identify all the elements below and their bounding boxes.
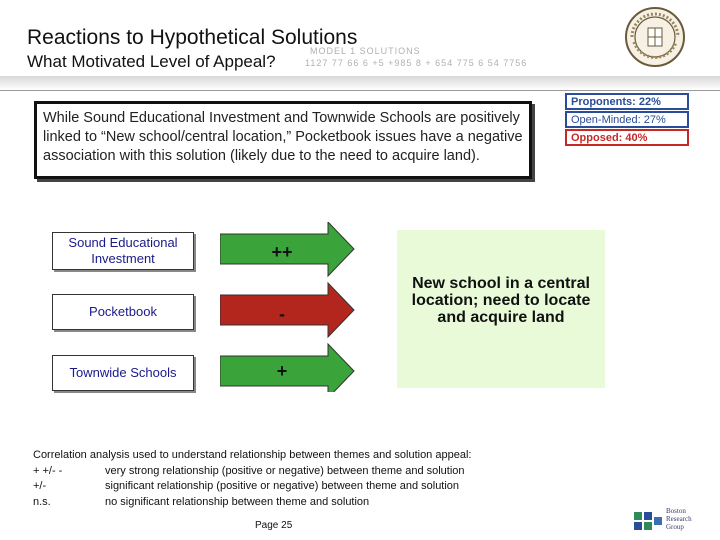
legend-proponents: Proponents: 22% <box>565 93 689 110</box>
notes-row <box>33 464 533 480</box>
page-number: Page 25 <box>255 520 293 531</box>
notes-desc: no significant relationship between theme and solution <box>105 495 370 508</box>
svg-text:-: - <box>279 304 285 324</box>
correlation-notes <box>33 448 533 510</box>
arrow-pocketbook <box>220 283 354 337</box>
notes-row <box>33 479 533 495</box>
page-subtitle: What Motivated Level of Appeal? <box>27 52 276 71</box>
legend-open-minded: Open-Minded: 27% <box>565 111 689 128</box>
ghost-watermark-line-2: 1127 77 66 6 +5 +985 8 + 654 775 6 54 7756 <box>305 58 528 68</box>
notes-intro: Correlation analysis used to understand relationship between themes and solution appeal: <box>33 449 472 461</box>
svg-text:++: ++ <box>271 242 293 262</box>
notes-desc: very strong relationship (positive or negative) between theme and solution <box>105 464 465 477</box>
header-band <box>0 76 720 90</box>
solution-box <box>397 230 605 388</box>
brand-name: Boston Research Group <box>666 507 692 531</box>
notes-key: +/- <box>33 480 47 492</box>
arrow-sound-educational-investment <box>220 222 354 276</box>
notes-key: n.s. <box>33 495 51 508</box>
theme-sound-educational-investment: Sound Educational Investment <box>52 232 194 270</box>
town-seal-icon <box>624 6 686 68</box>
notes-row <box>33 495 533 511</box>
arrow-townwide-schools <box>220 344 354 392</box>
ghost-watermark-line-1: MODEL 1 SOLUTIONS <box>310 46 421 56</box>
legend-opposed: Opposed: 40% <box>565 129 689 146</box>
notes-desc: significant relationship (positive or negative) between theme and solution <box>105 480 460 492</box>
header-divider <box>0 90 720 91</box>
theme-townwide-schools: Townwide Schools <box>52 355 194 391</box>
notes-key: + +/- - <box>33 464 63 477</box>
solution-label: New school in a central location; need to locate and acquire land <box>411 275 591 326</box>
svg-text:+: + <box>276 361 288 381</box>
summary-callout: While Sound Educational Investment and Townwide Schools are positively linked to “New school/central location,” Pocketbook issues have a negative association with this solution (likely due to the need to acquire land). <box>34 101 532 179</box>
relationship-arrows <box>220 222 360 392</box>
theme-pocketbook: Pocketbook <box>52 294 194 330</box>
page-title: Reactions to Hypothetical Solutions <box>27 26 358 49</box>
